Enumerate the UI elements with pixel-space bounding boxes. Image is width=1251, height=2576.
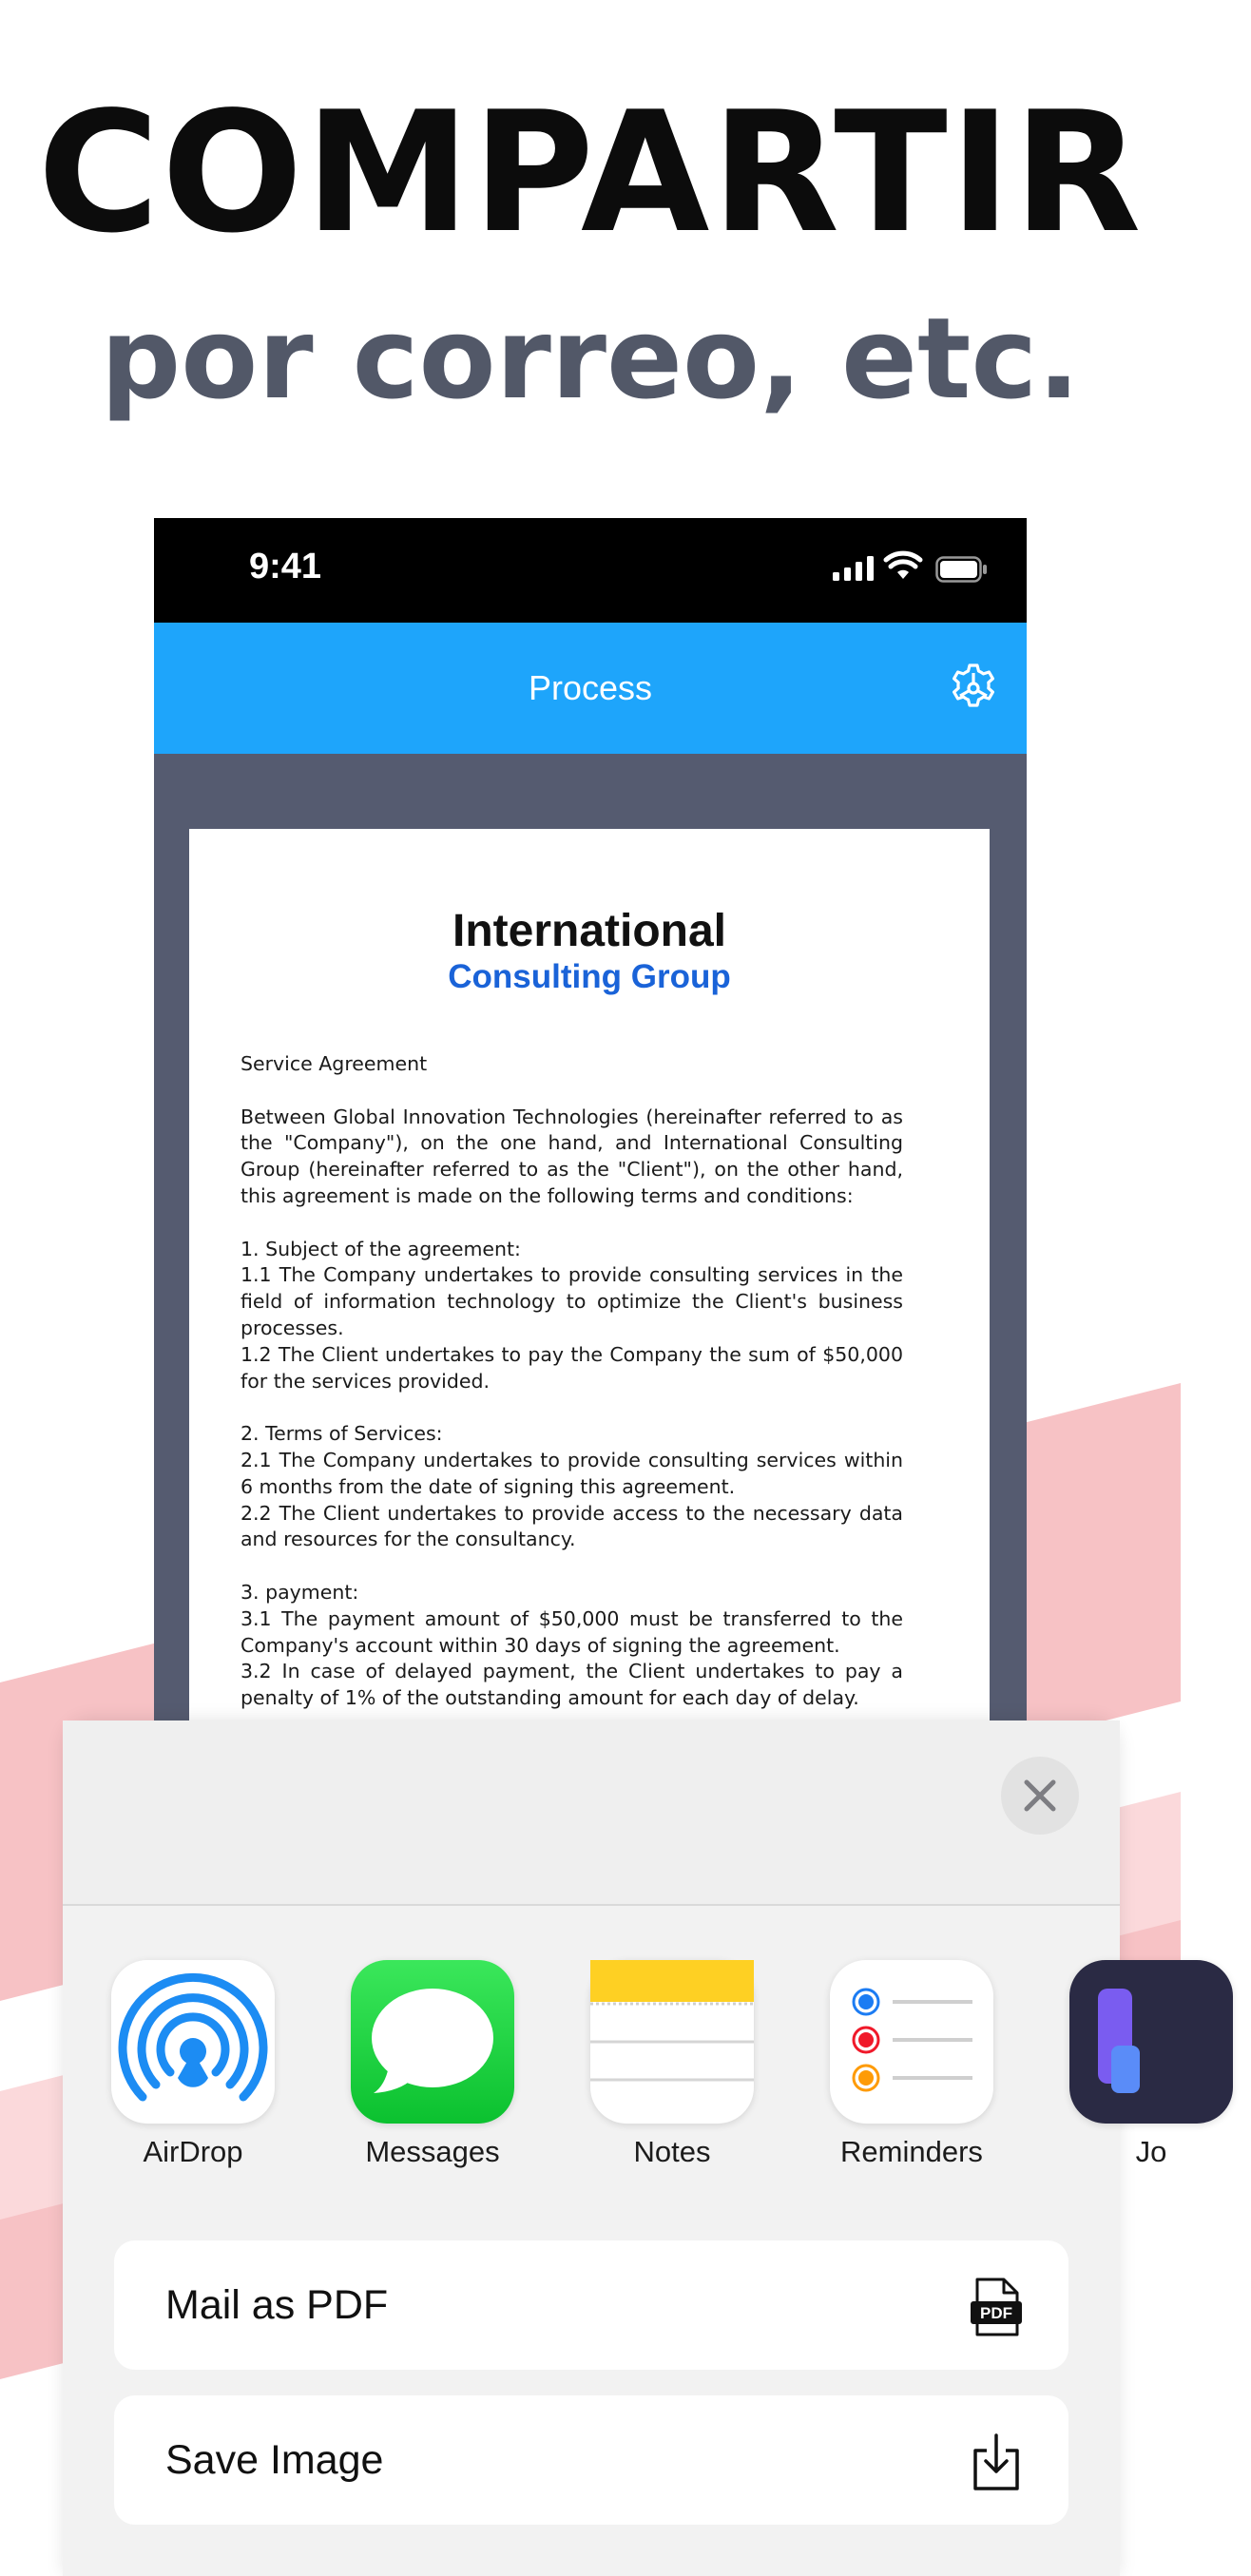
close-button[interactable]	[1001, 1757, 1079, 1835]
doc-paragraph: 1. Subject of the agreement:	[241, 1237, 521, 1260]
notes-icon	[590, 1960, 754, 2124]
share-app-label: Messages	[365, 2135, 500, 2168]
svg-text:PDF: PDF	[980, 2304, 1012, 2322]
app-icon	[1069, 1960, 1233, 2124]
share-app-partial[interactable]	[1051, 1960, 1251, 2169]
action-label: Save Image	[165, 2437, 384, 2483]
share-app-row	[63, 1960, 1167, 2179]
doc-paragraph: 1.1 The Company undertakes to provide consulting services in the field of information technology to optimize the Client's business processes.	[241, 1263, 903, 1339]
status-bar	[154, 518, 1027, 623]
headline-title: COMPARTIR	[37, 77, 1144, 270]
close-icon	[1001, 1757, 1079, 1835]
share-app-label: Notes	[633, 2135, 711, 2168]
share-app-messages[interactable]	[333, 1960, 532, 2169]
doc-paragraph: 1.2 The Client undertakes to pay the Company the sum of $50,000 for the services provided.	[241, 1342, 903, 1393]
headline-subtitle: por correo, etc.	[100, 293, 1081, 424]
doc-paragraph: 2.2 The Client undertakes to provide access to the necessary data and resources for the consultancy.	[241, 1501, 903, 1551]
status-time: 9:41	[249, 547, 322, 586]
divider	[63, 1904, 1120, 1906]
mail-as-pdf-button[interactable]	[114, 2240, 1068, 2370]
pdf-icon	[970, 2277, 1023, 2337]
cellular-signal-icon	[833, 556, 875, 581]
gear-icon[interactable]	[947, 662, 1000, 715]
doc-paragraph: 3. payment:	[241, 1580, 359, 1604]
document-body	[241, 1051, 903, 1712]
doc-paragraph: 3.2 In case of delayed payment, the Client undertakes to pay a penalty of 1% of the outstanding amount for each day of delay.	[241, 1660, 903, 1710]
share-app-label: Reminders	[840, 2135, 983, 2168]
app-bar	[154, 623, 1027, 754]
app-bar-title: Process	[528, 668, 653, 707]
share-app-label: AirDrop	[143, 2135, 243, 2168]
save-icon	[970, 2432, 1023, 2492]
battery-icon	[935, 556, 989, 583]
share-app-label: Jo	[1135, 2135, 1167, 2168]
share-app-reminders[interactable]	[812, 1960, 1011, 2169]
doc-paragraph: Between Global Innovation Technologies (hereinafter referred to as the "Company"), on the one hand, and International Consulting Group (hereinafter referred to as the "Client"), on the other hand, this agreement is made on the following terms and conditions:	[241, 1105, 903, 1207]
share-app-airdrop[interactable]	[93, 1960, 293, 2169]
reminders-icon	[830, 1960, 993, 2124]
document-page	[189, 829, 990, 1874]
share-app-notes[interactable]	[572, 1960, 772, 2169]
share-sheet	[63, 1721, 1167, 2576]
doc-paragraph: 2. Terms of Services:	[241, 1422, 443, 1446]
save-image-button[interactable]	[114, 2395, 1068, 2525]
doc-paragraph: 3.1 The payment amount of $50,000 must be transferred to the Company's account within 30 days of signing the agreement.	[241, 1606, 903, 1657]
doc-paragraph: Service Agreement	[241, 1052, 428, 1075]
messages-icon	[351, 1960, 514, 2124]
action-label: Mail as PDF	[165, 2282, 389, 2328]
phone-mockup	[154, 518, 1027, 1830]
share-sheet-header	[63, 1721, 1120, 1904]
airdrop-icon	[111, 1960, 275, 2124]
document-org-subname: Consulting Group	[448, 958, 731, 995]
document-org-name: International	[452, 906, 727, 956]
doc-paragraph: 2.1 The Company undertakes to provide consulting services within 6 months from the date of signing this agreement.	[241, 1448, 903, 1498]
wifi-icon	[884, 552, 922, 581]
